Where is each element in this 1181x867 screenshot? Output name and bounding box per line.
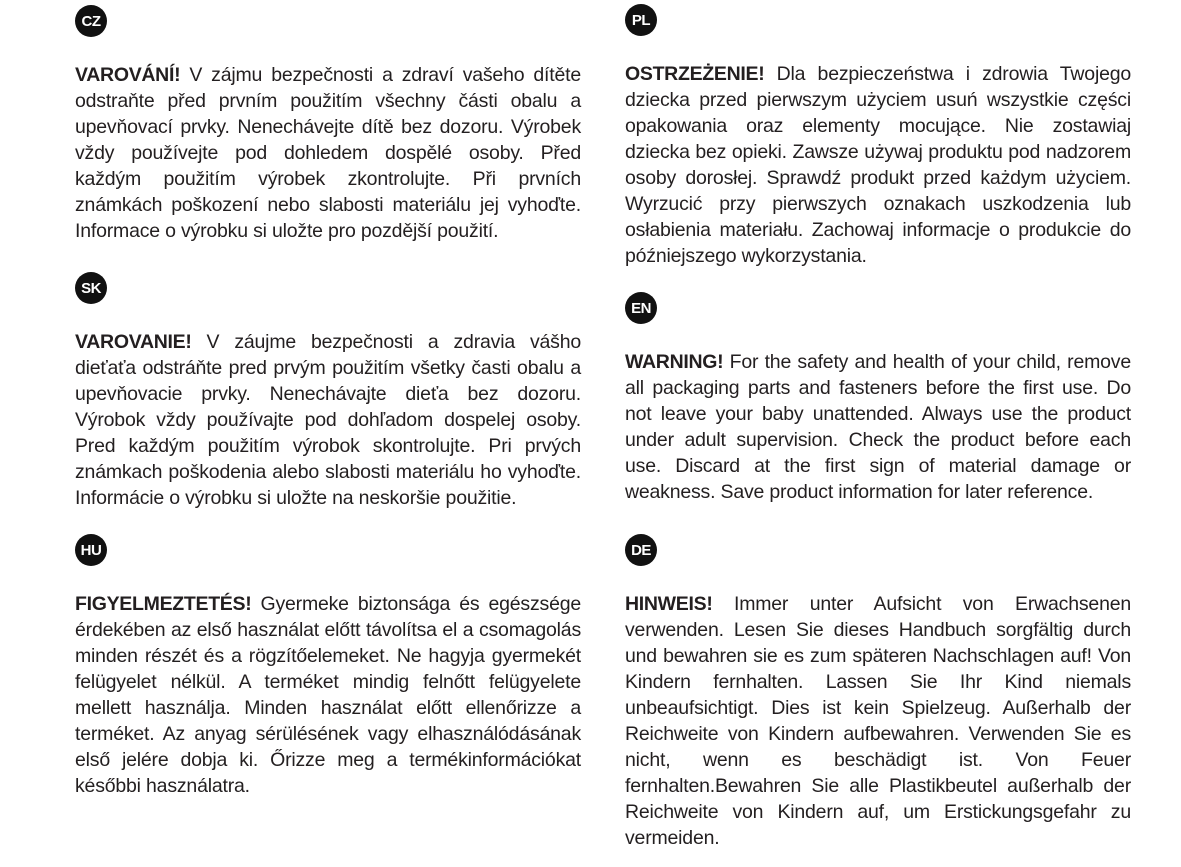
warning-body-cz: V zájmu bezpečnosti a zdraví vašeho dítěte odstraňte před prvním použitím všechny části obalu a upevňovací prvky. Nenechávejte dítě bez dozoru. Výrobek vždy používejte pod dohledem dospělé osoby. Před každým použitím výrobek zkontrolujte. Při prvních známkách poškození nebo slabosti materiálu jej vyhoďte. Informace o výrobku si uložte pro pozdější použití. — [75, 64, 581, 242]
right-column — [625, 0, 1131, 867]
language-badge-pl-label: PL — [631, 11, 651, 29]
warning-paragraph-sk — [75, 329, 581, 511]
warning-paragraph-en — [625, 349, 1131, 505]
language-badge-cz-label: CZ — [81, 12, 101, 30]
warning-body-de: Immer unter Aufsicht von Erwachsenen verwenden. Lesen Sie dieses Handbuch sorgfältig durch und bewahren sie es zum späteren Nachschlagen auf! Von Kindern fernhalten. Lassen Sie Ihr Kind niemals unbeaufsichtigt. Dies ist kein Spielzeug. Außerhalb der Reichweite von Kindern aufbewahren. Verwenden Sie es nicht, wenn es beschädigt ist. Von Feuer fernhalten.Bewahren Sie alle Plastikbeutel außerhalb der Reichweite von Kindern auf, um Erstickungsgefahr zu vermeiden. — [625, 593, 1132, 849]
warning-lead-cz: VAROVÁNÍ! — [75, 64, 181, 86]
language-badge-cz — [75, 5, 107, 37]
language-badge-sk — [75, 272, 107, 304]
section-de — [625, 534, 1131, 851]
warning-paragraph-cz — [75, 62, 581, 244]
warning-lead-de: HINWEIS! — [625, 593, 713, 615]
section-en — [625, 292, 1131, 505]
language-badge-pl — [625, 4, 657, 36]
language-badge-hu-label: HU — [80, 541, 102, 559]
language-badge-sk-label: SK — [81, 279, 101, 297]
language-badge-en-label: EN — [631, 299, 651, 317]
section-pl — [625, 4, 1131, 269]
section-hu — [75, 534, 581, 799]
warning-body-en: For the safety and health of your child, remove all packaging parts and fasteners before the first use. Do not leave your baby unattended. Always use the product under adult supervision. Check the product before each use. Discard at the first sign of material damage or weakness. Save product information for later reference. — [625, 351, 1131, 503]
section-cz — [75, 5, 581, 244]
language-badge-de-label: DE — [631, 541, 651, 559]
left-column — [75, 0, 581, 867]
warning-lead-hu: FIGYELMEZTETÉS! — [75, 593, 252, 615]
warning-lead-pl: OSTRZEŻENIE! — [625, 63, 765, 85]
language-badge-en — [625, 292, 657, 324]
warning-body-sk: V záujme bezpečnosti a zdravia vášho dieťaťa odstráňte pred prvým použitím všetky časti obalu a upevňovacie prvky. Nenechávajte dieťa bez dozoru. Výrobok vždy používajte pod dohľadom dospelej osoby. Pred každým použitím výrobok skontrolujte. Pri prvých známkach poškodenia alebo slabosti materiálu ho vyhoďte. Informácie o výrobku si uložte na neskoršie použitie. — [75, 331, 581, 509]
language-badge-de — [625, 534, 657, 566]
warning-lead-en: WARNING! — [625, 351, 724, 373]
warning-paragraph-pl — [625, 61, 1131, 269]
warning-body-hu: Gyermeke biztonsága és egészsége érdekében az első használat előtt távolítsa el a csomagolás minden részét és a rögzítőelemeket. Ne hagyja gyermekét felügyelet nélkül. A terméket mindig felnőtt felügyelete mellett használja. Minden használat előtt ellenőrizze a terméket. Az anyag sérülésének vagy elhasználódásának első jelére dobja ki. Őrizze meg a termékinformációkat későbbi használatra. — [75, 593, 582, 797]
section-sk — [75, 272, 581, 511]
warning-body-pl: Dla bezpieczeństwa i zdrowia Twojego dziecka przed pierwszym użyciem usuń wszystkie części opakowania oraz elementy mocujące. Nie zostawiaj dziecka bez opieki. Zawsze używaj produktu pod nadzorem osoby dorosłej. Sprawdź produkt przed każdym użyciem. Wyrzucić przy pierwszych oznakach uszkodzenia lub osłabienia materiału. Zachowaj informacje o produkcie do późniejszego wykorzystania. — [625, 63, 1132, 267]
language-badge-hu — [75, 534, 107, 566]
warning-paragraph-hu — [75, 591, 581, 799]
warning-paragraph-de — [625, 591, 1131, 851]
warning-lead-sk: VAROVANIE! — [75, 331, 192, 353]
